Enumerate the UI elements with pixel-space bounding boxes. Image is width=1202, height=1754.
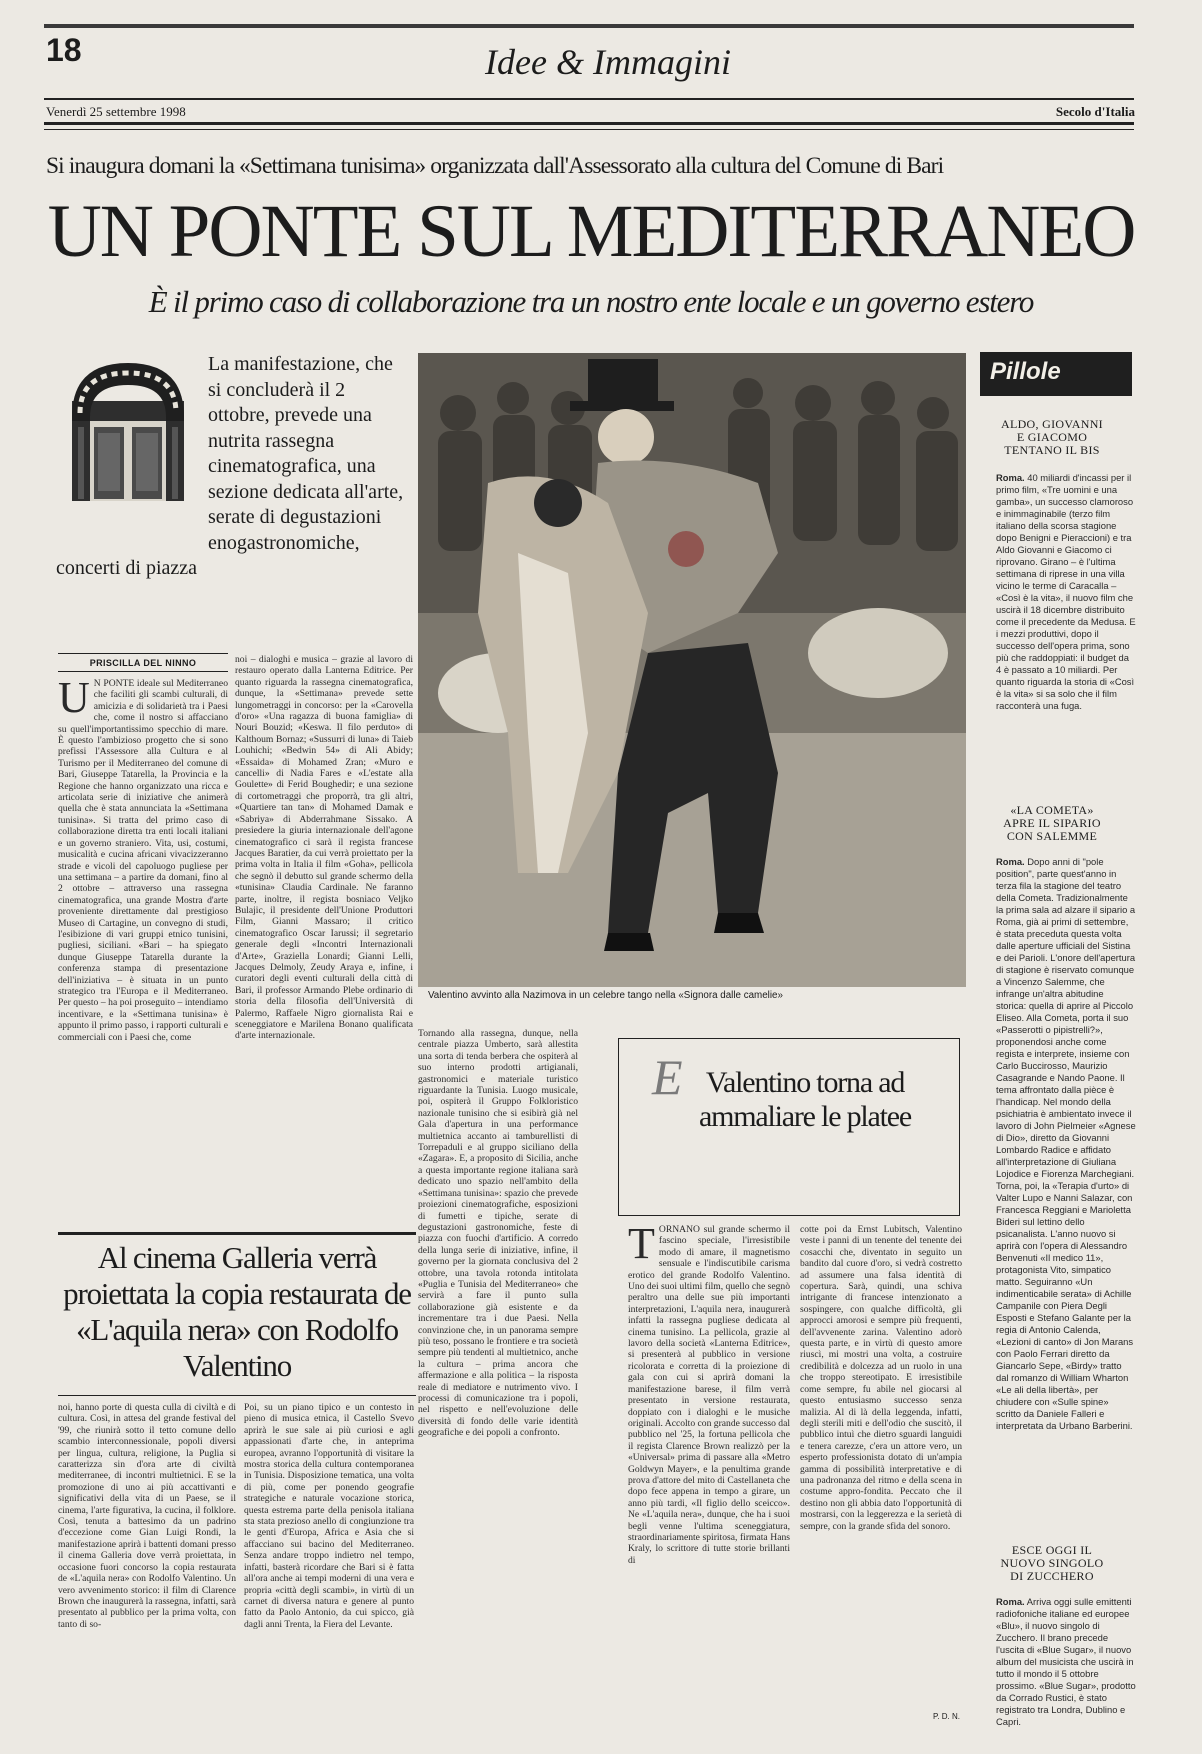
cinema-rule-2 (58, 1395, 416, 1396)
page-number: 18 (46, 32, 82, 68)
main-col-1-text: N PONTE ideale sul Mediterraneo che faciliti gli scambi culturali, di amicizia e di solidarietà tra i Paesi che, come il nostro si affacciano su quell'importantissimo specchio di mare. È questo l'ambizioso progetto che si sono prefissi l'Assessore alla Cultura e al Turismo per il Mediterraneo del comune di Bari, Giuseppe Tatarella, la Provincia e la Regione che hanno organizzato una ricca e articolata serie di iniziative che animerà quella che è stata annunciata la «Settimana tunisina». Si tratta del primo caso di collaborazione diretta tra enti locali italiani e un governo straniero. Vita, usi, costumi, musicalità e cucina africani vivacizzeranno strade e vicoli del capoluogo pugliese per una settimana – a partire da domani, fino al 2 ottobre – attraverso una rassegna cinematografica, una grande Mostra d'arte proveniente direttamente dal prestigioso Museo di Cartagine, un convegno di studi, l'esibizione di vari gruppi etnico tunisini, pugliesi, siciliani. «Bari – ha spiegato dunque Giuseppe Tatarella durante la conferenza stampa di presentazione dell'iniziativa – è situata in un punto strategico tra l'Europa e il Mediterraneo. Per questo – ha poi proseguito – intendiamo incentivare, e la «Settimana tunisina» è appunto il primo passo, i rapporti culturali e commerciali con i Paesi che, come (58, 678, 228, 1043)
main-col-1 (58, 678, 228, 1158)
pillole-body-2: Dopo anni di "pole position", parte quest'anno in terza fila la stagione del teatro della Cometa. Tradizionalmente la prima sala ad alzare il sipario a Roma, già ai primi di settembre, è stata preceduta questa volta dalle aperture ufficiali del Sistina e dei Parioli. L'onore dell'apertura di stagione è riservato comunque a Vincenzo Salemme, che infrange un'altra abitudine storica: quella di aprire al Piccolo Eliseo. Alla Cometa, porta il suo «Passerotti o pipistrelli?», proponendosi anche come regista e interprete, insieme con Carlo Buccirosso, Maurizio Casagrande e Nando Paone. Il tema affrontato dalla pièce è l'handicap. Nel mondo della psichiatria è ambientato invece il lavoro di John Pielmeier «Agnese di Dio», diretto da Giovanni Lombardo Radice e affidato all'interpretazione di Giuliana Lojodice e Fiorenza Marchegiani. Torna, poi, la «Terapia d'urto» di Valter Lupo e Nanni Salazar, con Francesca Reggiani e Marioletta Bideri sul lettino dello psicanalista. L'anno nuovo si aprirà con l'opera di Alessandro Benvenuti «Il medico 11», protagonista Vito, simpatico matto. Seguiranno «Un indimenticabile serata» di Achille Campanile con Piera Degli Esposti e Stefano Galante per la regia di Antonio Calenda, «Lezioni di canto» di Jon Marans con Paolo Ferrari diretto da Giancarlo Sepe, «Birdy» tratto dal romanzo di William Wharton «Le ali della libertà», per chiudere con «Sulle spine» scritto da Daniele Falleri e interpretata da Urbano Barberini. (996, 856, 1136, 1431)
cinema-headline: Al cinema Galleria verrà proiettata la copia restaurata de «L'aquila nera» con Rodolfo Valentino (63, 1240, 411, 1383)
main-col-2: noi – dialoghi e musica – grazie al lavoro di restauro operato dalla Lanterna Editrice. Per quanto riguarda la rassegna cinematografica, dunque, la «Settimana» prevede sette lungometraggi in concorso: per la «Carovella d'oro» «Una ragazza di buona famiglia» di Nouri Bouzid; «Keswa. Il filo perduto» di Kalthoum Bornaz; «Sussurri di luna» di Taieb Louhichi; «Bedwin 54» di Ali Abidy; «Essaida» di Mohamed Zran; «Muro e cancelli» di Nadia Fares e «L'estate alla Goulette» di Ferid Boughedir; e una sezione di cortometraggi che proporrà, tra gli altri, «Quartiere tan tan» di Mohamed Damak e «Sabriya» di Abderrahmane Sissako. A presiedere la giuria internazionale dell'agone cinematografico ci sarà il regista francese Jacques Baratier, da cui verrà proiettato per la prima volta in Italia il film «Goha», pellicola che segnò il debutto sul grande schermo della «tunisina» Claudia Cardinale. Ne faranno parte, inoltre, il regista bosniaco Veljko Bulajic, il presidente dell'Unione Produttori Film, Gianni Massaro; il critico cinematografico Oscar Iarussi; il segretario generale degli «Incontri Internazionali d'Arte», Graziella Lonardi; Gianni Lelli, Jacques Delmoly, Zeudy Araya e, infine, i curatori degli eventi culturali della città di Bari, il professor Armando Plebe ordinario di storia della filosofia dell'Università di Palermo, Raffaele Nigro giornalista Rai e sceneggiatore e Marilena Bonano qualificata d'arte internazionale. (235, 654, 413, 1042)
valentino-col-1-text: ORNANO sul grande schermo il fascino speciale, l'irresistibile modo di amare, il magnetismo sensuale e l'indiscutibile carisma erotico del grande Rodolfo Valentino. Uno dei suoi ultimi film, quello che segnò peraltro una delle sue più importanti interpretazioni, L'aquila nera, inaugurerà infatti la rassegna pugliese dedicata al cinema tunisino. La pellicola, grazie al lavoro della società «Lanterna Editrice», si presenterà al pubblico in versione ricolorata e corretta di la proiezione di gala con cui si aprirà domani la manifestazione barese, il film verrà presentato in versione restaurata, doppiato con i dialoghi e le musiche originali. Accolto con grande successo dal pubblico nel '25, la fortuna pellicola che il regista Clarence Brown realizzò per la «Universal» prima di passare alla «Metro Goldwyn Mayer», e la penultima grande prova d'attore del mito di Castellaneta che dopo fece appena in tempo a girare, un anno più tardi, «Il figlio dello sceicco». Ne «L'aquila nera», dunque, che ha i suoi begli venne l'ultima sceneggiatura, straordinariamente spiritosa, firmata Hans Kraly, lo scrittore di tutte storie brillanti di (628, 1224, 790, 1566)
pillole-place-2: Roma. (996, 856, 1025, 867)
valentino-headline-initial: E (652, 1049, 683, 1105)
lead-float (56, 352, 208, 542)
main-col-3: Tornando alla rassegna, dunque, nella centrale piazza Umberto, sarà allestita una sorta di tenda berbera che ospiterà al suo interno prodotti artigianali, gastronomici e materiale turistico riguardante la Tunisia. Luogo musicale, poi, ospiterà il Gruppo Folkloristico nazionale tunisino che si esibirà già nel Gala d'apertura in una performance multietnica accanto ai tamburellisti di Torrepaduli e al gruppo siciliano della «Zagara». E, a proposito di Sicilia, anche a questa importante regione italiana sarà dedicato uno spazio nell'ambito della «Settimana tunisina»: spazio che prevede proiezioni cinematografiche, esposizioni di fumetti e tipiche, serate di degustazioni gastronomiche, feste di piazza con fuochi d'artificio. A corredo della lunga serie di iniziative, infine, il governo per la giornata conclusiva del 2 ottobre, una tavola rotonda intitolata «Puglia e Tunisia del Mediterraneo» che servirà a fare il punto sulla collaborazione già esistente e da incrementare tra i due Paesi. Nella convinzione che, in un panorama sempre più teso, possano le frontiere e tra società sempre più tendenti al multietnico, anche la cultura – prima ancora che affermazione e alla politica – la risposta reale di mediatore e nutrimento vivo. I processi di comunicazione tra i popoli, nel rispetto e nell'evoluzione delle diversità di fondo delle varie identità geografiche e dei popoli a confronto. (418, 1028, 578, 1439)
cinema-col-1: noi, hanno porte di questa culla di civiltà e di cultura. Così, in attesa del grande festival del '99, che riunirà sotto il tetto comune dello scambio interconnessionale, popoli diversi per lingua, cultura, religione, la Puglia si caratterizza sin d'ora arte di civiltà mediterranee, di incontri multietnici. E se la promozione di uno ai più accattivanti e significativi della vita di un Paese, se il cinema, l'arte figurativa, la cucina, il folklore. Così, tenuta a battesimo da un padrino d'eccezione come Gian Luigi Rondi, la manifestazione aprirà i battenti domani presso il cinema Galleria dove verrà proiettata, in occasione fuori concorso la copia restaurata de «L'aquila nera» con Rodolfo Valentino. Un vero avvenimento storico: il film di Clarence Brown che inaugurerà la rassegna, infatti, sarà presentato al pubblico per la prima volta, con tanto di so- (58, 1402, 236, 1630)
top-rule (44, 24, 1134, 28)
valentino-col-2: cotte poi da Ernst Lubitsch, Valentino veste i panni di un tenente del tenente dei cosacchi che, diventato in seguito un bandito dal cuore d'oro, si vedrà costretto ad assumere una falsa identità di copertura. Sarà, quindi, una schiva intrigante di francese intenzionato a sospingere, con qualche difficoltà, gli approcci amorosi e sempre più frequenti, dell'avvenente zarina. Valentino adorò questa parte, e in virtù di questo amore riuscì, mi mostri una volta, a costruire credibilità e dolcezza ad un ruolo in una che troppo stereotipato. E irresistibile come sempre, fu abile nel giocarsi al questo entusiasmo successo senza malizia. Al di là della leggenda, infatti, degli sterili miti e dell'odio che suscitò, il pubblico intuì che dietro sguardi languidi e tenera carezze, c'era un attore vero, un esperto professionista dotato di un'ampia gamma di possibilità interpretative e di una padronanza del ritmo e della scena in costume appro-fondita. Peccato che il destino non gli abbia dato l'opportunità di mostrarsi, con la leggerezza e la serietà di sempre, con la grande sfida del sonoro. (800, 1224, 962, 1532)
pillole-place-3: Roma. (996, 1596, 1025, 1607)
cinema-rule (58, 1232, 416, 1235)
pillole-heading-2: «LA COMETA» APRE IL SIPARIO CON SALEMME (1003, 803, 1101, 843)
valentino-col-1 (628, 1224, 790, 1724)
valentino-headline: Valentino torna ad ammaliare le platee (698, 1066, 912, 1133)
pillole-text-3 (996, 1596, 1136, 1744)
byline-rule (58, 653, 228, 654)
pillole-header (980, 352, 1132, 396)
valentino-signature: P. D. N. (933, 1712, 960, 1721)
cinema-col-2: Poi, su un piano tipico e un contesto in pieno di musica etnica, il Castello Svevo aprirà le sue sale ai più curiosi e agli appassionati d'arte che, in anteprima europea, avranno l'opportunità di visitare la mostra storica della cultura contemporanea in Tunisia. Disposizione tematica, una volta di più, come per ponendo geografie strategiche e naturale vocazione storica, questa estrema parte della penisola italiana sta stata prezioso anello di congiunzione tra le genti d'Europa, Africa e Asia che si affacciano sui bacino del Mediterraneo. Senza andare troppo indietro nel tempo, infatti, basterà ricordare che Bari si è fatta all'ora anche ai tempi moderni di una vera e propria «città degli scambi», in virtù di un carnet di diversa natura e genere al punto fatto da Paolo Antonio, da cui spicco, già dagli anni Trenta, la Fiera del Levante. (244, 1402, 414, 1630)
kicker: Si inaugura domani la «Settimana tunisima» organizzata dall'Assessorato alla cultura del Comune di Bari (46, 153, 944, 179)
newspaper-name: Secolo d'Italia (1055, 104, 1135, 119)
masthead-rule (44, 98, 1134, 100)
masthead-rule-2 (44, 122, 1134, 125)
lead-paragraph (56, 352, 408, 602)
photo-caption: Valentino avvinto alla Nazimova in un celebre tango nella «Signora dalle camelie» (428, 990, 783, 1001)
pillole-heading-3: ESCE OGGI IL NUOVO SINGOLO DI ZUCCHERO (1000, 1543, 1104, 1583)
pillole-place-1: Roma. (996, 472, 1025, 483)
author-byline: PRISCILLA DEL NINNO (89, 658, 197, 668)
pillole-heading-1: ALDO, GIOVANNI E GIACOMO TENTANO IL BIS (1001, 417, 1103, 457)
masthead-rule-3 (44, 129, 1134, 130)
photo-scene (418, 353, 966, 987)
main-headline: UN PONTE SUL MEDITERRANEO (47, 190, 1135, 273)
pillole-text-2 (996, 856, 1136, 1512)
valentino-dropcap: T (628, 1224, 655, 1268)
valentino-photo (418, 353, 966, 987)
section-title: Idee & Immagini (485, 42, 731, 82)
lead-text: La manifestazione, che si concluderà il 2 ottobre, prevede una nutrita rassegna cinematografica, una sezione dedicata all'arte, serate di degustazioni enogastronomiche, concerti di piazza (56, 353, 404, 579)
byline-rule-2 (58, 671, 228, 672)
subheadline: È il primo caso di collaborazione tra un nostro ente locale e un governo estero (148, 284, 1034, 319)
pillole-body-1: 40 miliardi d'incassi per il primo film, «Tre uomini e una gamba», un successo clamoroso e inimmaginabile (terzo film italiano della scorsa stagione dopo Benigni e Pieraccioni) e tra Aldo Giovanni e Giacomo ci riprovano. Girano – è l'ultima settimana di riprese in una villa vicino le terme di Caracalla – «Così è la vita», il nuovo film che uscirà il 18 dicembre distribuito come il precedente da Medusa. E i mezzi produttivi, dopo il successo dell'opera prima, sono più che raddoppiati: il budget da 4 è passato a 10 miliardi. Per quanto riguarda la storia di «Così è la vita» si sa solo che il film racconterà una fuga. (996, 472, 1136, 711)
date: Venerdì 25 settembre 1998 (46, 104, 186, 119)
main-dropcap: U (58, 678, 90, 722)
pillole-title: Pillole (990, 358, 1061, 385)
pillole-text-1 (996, 472, 1136, 784)
pillole-body-3: Arriva oggi sulle emittenti radiofoniche italiane ed europee «Blu», il nuovo singolo di Zucchero. Il brano precede l'uscita di «Blue Sugar», il nuovo album del musicista che uscirà in tutto il mondo il 5 ottobre prossimo. «Blue Sugar», prodotto da Corrado Rustici, è stato registrato tra Londra, Dublino e Capri. (996, 1596, 1136, 1727)
